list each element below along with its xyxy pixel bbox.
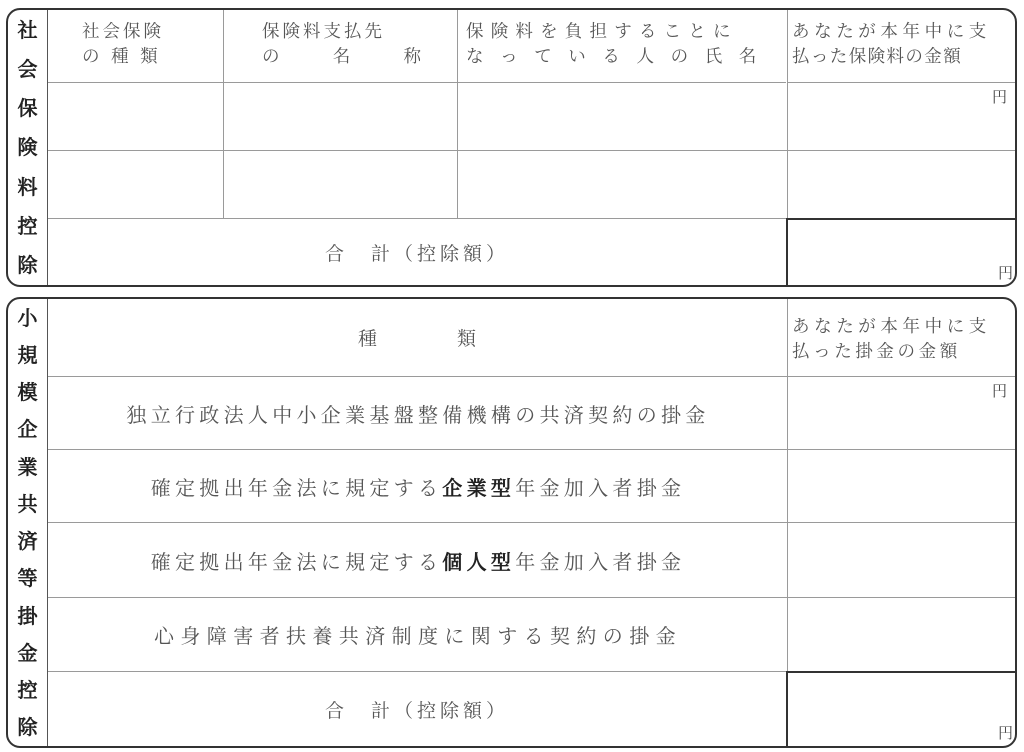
header-text: あなたが本年中に支 [792,22,991,42]
header-text: 社会保険 [82,22,164,42]
side-char: 控 [17,678,38,703]
side-char: 社 [17,17,38,42]
side-char: 保 [17,96,38,121]
header-text: 名 [332,47,354,67]
side-char: 業 [17,454,38,479]
side-char: 小 [17,305,38,330]
header-payee-name [262,20,432,70]
header-text: 払った掛金の金額 [792,342,961,362]
yen-unit-label: 円 [992,382,1008,400]
header-text: あなたが本年中に支 [792,317,991,337]
header-text: 保険料を負担することに [466,22,738,42]
header-text: の 種 類 [82,47,161,67]
payer-name-field-2[interactable] [458,151,787,218]
small-business-mutual-aid-section [6,297,1017,748]
social-insurance-section [6,8,1017,287]
yen-unit-label: 円 [997,264,1013,282]
side-char: 金 [17,640,38,665]
total-deduction-label: 合 計（控除額） [324,699,509,722]
side-char: 会 [17,56,38,81]
header-insurance-type [82,20,164,70]
header-amount-paid [792,20,991,70]
yen-unit-label: 円 [992,88,1008,106]
amount-field-1[interactable] [788,83,1016,150]
insurance-type-field-2[interactable] [49,151,223,218]
amount-field-individual-dc[interactable] [788,523,1016,597]
row-label-corporate-dc [48,450,788,522]
row-text: 年金加入者掛金 [515,475,686,500]
side-char: 済 [17,529,38,554]
header-amount-paid [792,315,991,365]
header-text: 類 [457,328,477,350]
total-amount-field[interactable] [786,218,1017,287]
amount-field-disability-mutual-aid[interactable] [788,598,1016,671]
amount-field-2[interactable] [788,151,1016,218]
row-text: 確定拠出年金法に規定する [150,475,443,500]
header-text: の [262,47,283,67]
header-text: 種 [357,328,377,350]
amount-field-smrj-mutual-aid[interactable] [788,377,1016,449]
header-text-row [262,45,424,70]
mutual-aid-side-label [8,299,48,746]
row-label-disability-mutual-aid: 心身障害者扶養共済制度に関する契約の掛金 [154,624,682,648]
row-text-bold: 個人型 [442,549,516,574]
side-char: 除 [17,253,38,278]
row-text: 確定拠出年金法に規定する [150,549,443,574]
side-char: 除 [17,715,38,740]
side-char: 模 [17,380,38,405]
header-text: なっている人の氏名 [466,47,773,67]
row-label-individual-dc [48,523,788,597]
header-text: 払った保険料の金額 [792,47,963,67]
side-char: 企 [17,417,38,442]
row-label-smrj-mutual-aid: 独立行政法人中小企業基盤整備機構の共済契約の掛金 [126,402,710,427]
payee-name-field-2[interactable] [224,151,457,218]
side-char: 険 [17,135,38,160]
header-kind [48,299,786,376]
side-char: 控 [17,214,38,239]
payer-name-field-1[interactable] [458,83,787,150]
social-insurance-side-label [8,10,48,285]
yen-unit-label: 円 [997,724,1013,742]
side-char: 掛 [17,603,38,628]
row-text-bold: 企業型 [442,475,516,500]
side-char: 等 [17,566,38,591]
header-text: 称 [403,47,424,67]
total-deduction-label: 合 計（控除額） [324,242,509,265]
header-payer-name [466,20,773,70]
side-char: 料 [17,174,38,199]
header-text: 保険料支払先 [262,22,385,42]
side-char: 共 [17,491,38,516]
total-amount-field[interactable] [786,671,1017,748]
insurance-type-field-1[interactable] [49,83,223,150]
payee-name-field-1[interactable] [224,83,457,150]
amount-field-corporate-dc[interactable] [788,450,1016,522]
row-text: 年金加入者掛金 [515,549,686,574]
side-char: 規 [17,342,38,367]
